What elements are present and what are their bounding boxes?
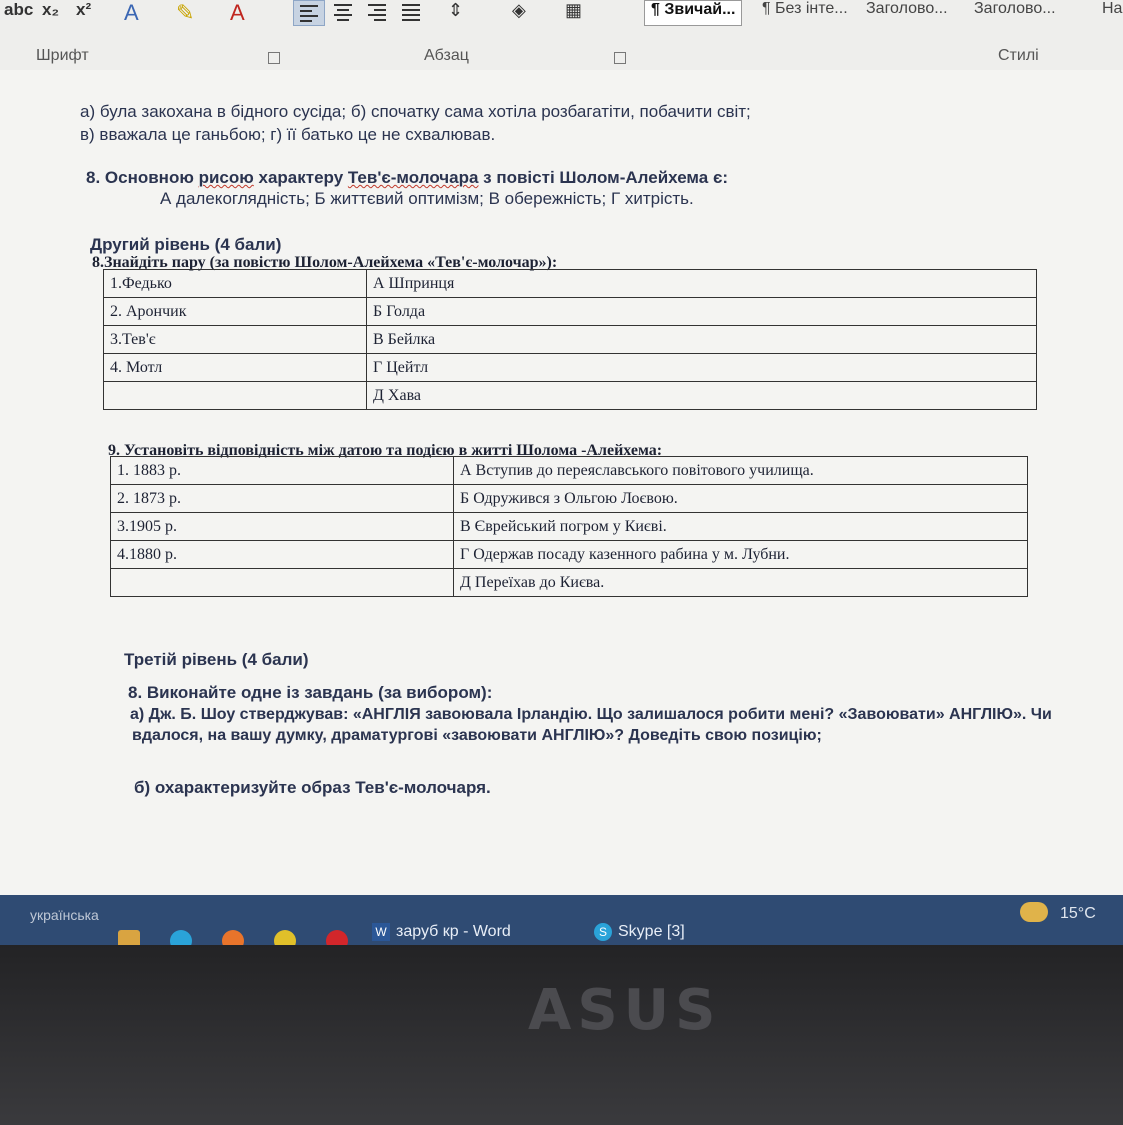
table-row [104,354,1037,382]
q7-options-line1: а) була закохана в бідного сусіда; б) спочатку сама хотіла розбагатіти, побачити світ; [80,102,751,121]
chrome-icon[interactable] [274,930,296,945]
skype-icon: S [594,923,612,941]
table-cell: 1.Федько [104,270,367,298]
table-cell [111,569,454,597]
style-no-spacing[interactable]: ¶ Без інте... [762,0,848,17]
table-cell: 3.1905 р. [111,513,454,541]
task-b: б) охарактеризуйте образ Тев'є-молочаря. [134,778,491,797]
match2-title: 9. Установіть відповідність між датою та подією в житті Шолома -Алейхема: [108,442,663,459]
table-cell: 2. 1873 р. [111,485,454,513]
font-dialog-launcher-icon[interactable] [268,52,280,64]
ribbon [0,0,1123,71]
edge-icon[interactable] [170,930,192,945]
level2-title: Другий рівень (4 бали) [90,235,282,254]
table-row [111,485,1028,513]
taskbar-word-item[interactable] [372,919,572,945]
table-cell: Г Одержав посаду казенного рабина у м. Лубни. [454,541,1028,569]
match2-table [110,456,1028,597]
table-cell: 3.Тев'є [104,326,367,354]
style-heading-1[interactable]: Заголово... [866,0,948,17]
table-cell: Г Цейтл [367,354,1037,382]
table-cell: Д Переїхав до Києва. [454,569,1028,597]
table-row [111,541,1028,569]
language-indicator[interactable]: українська [30,907,99,923]
task-title: 8. Виконайте одне із завдань (за вибором): [128,683,493,702]
table-row [111,513,1028,541]
paragraph-group-label: Абзац [424,47,469,64]
temperature[interactable]: 15°C [1060,905,1096,922]
weather-icon[interactable] [1020,902,1048,922]
style-normal[interactable]: ¶ Звичай... [644,0,742,26]
font-color-icon[interactable]: A [230,0,245,25]
table-cell: А Вступив до переяславського повітового училища. [454,457,1028,485]
font-group-label: Шрифт [36,47,89,64]
taskbar-skype-item[interactable] [594,919,794,945]
table-cell: Б Голда [367,298,1037,326]
q7-options-line2: в) вважала це ганьбою; г) її батько це не схвалював. [80,125,496,144]
text-effects-icon[interactable]: A [124,0,139,25]
table-cell: В Єврейський погром у Києві. [454,513,1028,541]
match1-table [103,269,1037,410]
style-more[interactable]: На [1102,0,1123,17]
table-row [104,270,1037,298]
table-cell: Б Одружився з Ольгою Лоєвою. [454,485,1028,513]
table-cell: 4.1880 р. [111,541,454,569]
subscript-button[interactable]: x₂ [42,0,60,19]
document-page[interactable] [0,70,1123,900]
table-cell: Д Хава [367,382,1037,410]
paragraph-dialog-launcher-icon[interactable] [614,52,626,64]
table-row [104,298,1037,326]
line-spacing-icon[interactable]: ⇕ [448,0,464,20]
task-a-line2: вдалося, на вашу думку, драматургові «завоювати АНГЛІЮ»? Доведіть свою позицію; [132,727,822,744]
brand-logo: ASUS [528,978,722,1043]
superscript-button[interactable]: x² [76,0,92,19]
align-left-button[interactable] [293,0,325,26]
table-cell: 2. Арончик [104,298,367,326]
table-cell: В Бейлка [367,326,1037,354]
opera-icon[interactable] [326,930,348,945]
table-cell: 1. 1883 р. [111,457,454,485]
level3-title: Третій рівень (4 бали) [124,650,309,669]
align-center-button[interactable] [328,0,358,24]
task-a-line1: а) Дж. Б. Шоу стверджував: «АНГЛІЯ завоювала Ірландію. Що залишалося робити мені? «Завоювати» АНГЛІЮ». Чи [130,706,1052,723]
table-row [104,382,1037,410]
table-row [111,569,1028,597]
align-right-button[interactable] [362,0,392,24]
style-heading-2[interactable]: Заголово... [974,0,1056,17]
taskbar-skype-label: Skype [3] [618,923,685,940]
file-explorer-icon[interactable] [118,930,140,945]
strikethrough-button[interactable]: abc [4,0,34,19]
table-row [104,326,1037,354]
justify-button[interactable] [396,0,426,24]
q8-title: 8. Основною рисою характеру Тев'є-молочара з повісті Шолом-Алейхема є: [86,168,729,187]
highlight-icon[interactable]: ✎ [176,0,195,25]
borders-icon[interactable]: ▦ [565,0,583,20]
q8-options: А далекоглядність; Б життєвий оптимізм; В обережність; Г хитрість. [160,189,694,208]
table-cell: А Шпринця [367,270,1037,298]
table-cell: 4. Мотл [104,354,367,382]
shading-icon[interactable]: ◈ [512,0,526,20]
styles-group-label: Стилі [998,47,1039,64]
taskbar-word-label: заруб кр - Word [396,923,511,940]
match1-title: 8.Знайдіть пару (за повістю Шолом-Алейхема «Тев'є-молочар»): [92,254,558,271]
word-icon: W [372,923,390,941]
table-row [111,457,1028,485]
table-cell [104,382,367,410]
firefox-icon[interactable] [222,930,244,945]
